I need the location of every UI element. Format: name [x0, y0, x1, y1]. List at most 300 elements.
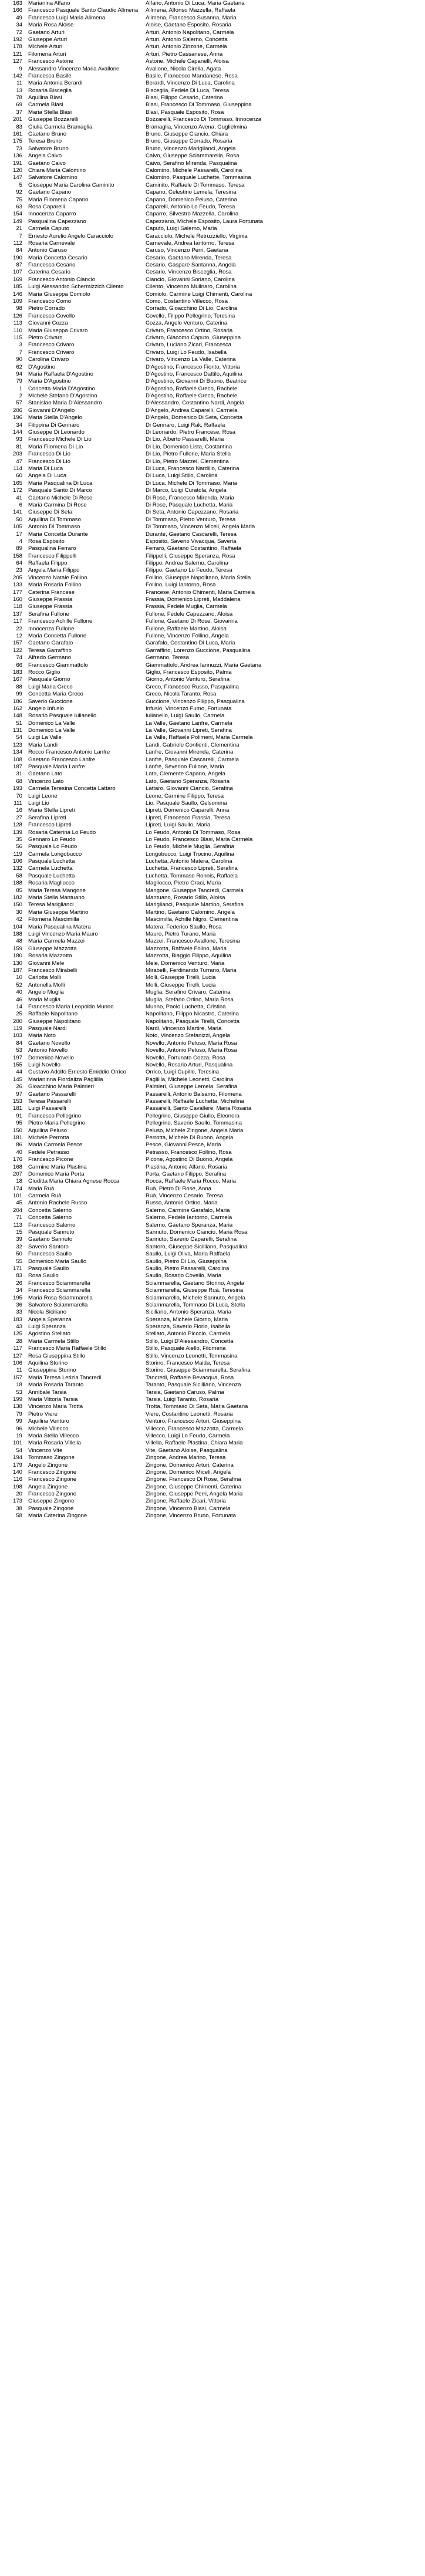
record-number: 201	[12, 116, 22, 123]
parentage: Di Luca, Francesco Nardillo, Caterina	[146, 465, 240, 472]
parentage: Mascimilla, Achille Nigro, Clementina	[146, 916, 238, 923]
person-name: Maria Stella Mantuano	[28, 894, 85, 902]
parentage: Tarsia, Luigi Taranto, Rosaria	[146, 1396, 219, 1403]
person-name: Maria Ruà	[28, 1185, 55, 1192]
person-name: Gaetano Caivo	[28, 160, 66, 167]
parentage: Longobucco, Luigi Trocino, Aquilina	[146, 850, 234, 857]
record-number: 171	[12, 1265, 22, 1272]
record-number: 55	[16, 1258, 22, 1265]
table-row	[0, 502, 425, 509]
record-number: 139	[12, 829, 22, 836]
parentage: Caputo, Luigi Salerno, Maria	[146, 225, 217, 232]
parentage: Muglia, Serafino Crivaro, Caterina	[146, 989, 231, 996]
table-row	[0, 793, 425, 800]
table-row	[0, 982, 425, 989]
record-number: 7	[19, 349, 22, 356]
table-row	[0, 575, 425, 582]
parentage: Caivo, Serafino Mirenda, Pasqualina	[146, 160, 237, 167]
parentage: Di Lio, Pietro Mazzei, Clementina	[146, 458, 229, 465]
record-number: 203	[12, 451, 22, 458]
table-row	[0, 102, 425, 109]
record-number: 174	[12, 1185, 22, 1192]
person-name: Luigi Lio	[28, 799, 49, 806]
person-name: Maria Rosa Aloise	[28, 22, 74, 29]
parentage: Zingone, Francesco Di Rose, Serafina	[146, 1476, 241, 1483]
parentage: Zingone, Raffaele Zicari, Vittoria	[146, 1498, 226, 1505]
person-name: Domenico La Valle	[28, 720, 75, 727]
table-row	[0, 1462, 425, 1469]
record-number: 149	[12, 218, 22, 225]
person-name: Carmela Luchetta	[28, 865, 73, 872]
parentage: Filippelli, Giuseppe Speranza, Rosa	[146, 552, 235, 559]
parentage: Lo Feudo, Michele Muglia, Serafina	[146, 843, 234, 850]
table-row	[0, 1389, 425, 1396]
table-row	[0, 247, 425, 254]
record-number: 165	[12, 480, 22, 487]
person-name: Saverio Guccione	[28, 698, 73, 705]
person-name: Antonio Caruso	[28, 247, 68, 254]
record-number: 181	[12, 1105, 22, 1112]
table-row	[0, 7, 425, 14]
table-row	[0, 749, 425, 756]
person-name: Pasquale Giorno	[28, 676, 70, 683]
parentage: Pesce, Giovanni Pesce, Maria	[146, 1142, 221, 1149]
person-name: Gaetano Sannuto	[28, 1236, 73, 1243]
record-number: 150	[12, 902, 22, 909]
person-name: Vincenzo Vite	[28, 1447, 63, 1454]
record-number: 185	[12, 283, 22, 291]
record-number: 123	[12, 741, 22, 748]
parentage: Zingone, Giuseppe Perri, Angela Maria	[146, 1491, 243, 1498]
parentage: Peluso, Michele Zingone, Angela Maria	[146, 1127, 244, 1134]
parentage: Villella, Raffaele Plastina, Chiara Maria	[146, 1440, 243, 1447]
record-number: 14	[16, 1003, 22, 1010]
record-number: 51	[16, 720, 22, 727]
person-name: Francesco Cesario	[28, 262, 76, 269]
table-row	[0, 116, 425, 123]
person-name: Maria Teresa Mangone	[28, 887, 86, 894]
record-number: 19	[16, 1432, 22, 1439]
person-name: Francesco Pasquale Santo Claudio Allmena	[28, 7, 139, 14]
record-number: 68	[16, 778, 22, 785]
parentage: Di Tommaso, Vincenzo Miceli, Angela Maria	[146, 524, 255, 531]
person-name: Maria Stella D'Angelo	[28, 414, 82, 421]
person-name: Rosaria Mazzotta	[28, 953, 72, 960]
record-number: 112	[13, 239, 22, 247]
table-row	[0, 36, 425, 43]
record-number: 13	[16, 87, 22, 94]
table-row	[0, 189, 425, 196]
record-number: 108	[12, 756, 22, 763]
person-name: Gioacchino Maria Palmieri	[28, 1083, 94, 1091]
record-number: 175	[12, 138, 22, 145]
table-row	[0, 1360, 425, 1367]
parentage: Frassia, Fedele Muglia, Carmela	[146, 603, 227, 610]
parentage: Novello, Fortunato Cozza, Rosa	[146, 1054, 225, 1061]
record-number: 32	[16, 1243, 22, 1250]
parentage: Magliocco, Pietro Graci, Maria	[146, 880, 221, 887]
table-row	[0, 1222, 425, 1229]
table-row	[0, 444, 425, 451]
table-row	[0, 1156, 425, 1163]
person-name: Francesco Astone	[28, 58, 73, 65]
parentage: D'Agostino, Giovanni Di Buono, Beatrice	[146, 378, 247, 385]
record-number: 41	[16, 494, 22, 501]
record-number: 150	[12, 1127, 22, 1134]
table-row	[0, 771, 425, 778]
record-number: 28	[16, 1338, 22, 1345]
table-row	[0, 1476, 425, 1483]
parentage: Mirabelli, Ferdinando Turrano, Maria	[146, 967, 237, 974]
record-number: 64	[16, 560, 22, 567]
record-number: 22	[16, 625, 22, 632]
record-number: 35	[16, 836, 22, 843]
table-row	[0, 386, 425, 393]
record-number: 15	[16, 1229, 22, 1236]
parentage: Salerno, Gaetano Speranza, Maria	[146, 1221, 233, 1228]
person-name: Concetta Salerno	[28, 1214, 72, 1221]
parentage: Sannuto, Saverio Caparelli, Serafina	[146, 1236, 237, 1243]
person-name: Maria Filomena Capano	[28, 196, 89, 203]
table-row	[0, 1411, 425, 1418]
table-row	[0, 1244, 425, 1251]
table-row	[0, 298, 425, 305]
table-row	[0, 240, 425, 247]
record-number: 119	[13, 1025, 22, 1032]
record-number: 155	[12, 1062, 22, 1069]
person-name: Francesco Sciammarella	[28, 1287, 90, 1294]
table-row	[0, 480, 425, 487]
table-row	[0, 1258, 425, 1265]
parentage: Blasi, Pasquale Esposito, Rosa	[146, 109, 224, 116]
table-row	[0, 647, 425, 654]
record-number: 1	[19, 385, 22, 392]
parentage: Nardi, Vincenzo Martire, Maria	[146, 1025, 222, 1032]
table-row	[0, 953, 425, 960]
parentage: Tancredi, Raffaele Bevacqua, Rosa	[146, 1374, 234, 1381]
record-number: 133	[12, 582, 22, 589]
person-name: Rosa Saullo	[28, 1272, 59, 1279]
parentage: Stellato, Antonio Piccolo, Carmela	[146, 1331, 231, 1338]
person-name: Maria Antonia Berardi	[28, 80, 83, 87]
table-row	[0, 465, 425, 472]
parentage: Guccione, Vincenzo Filippo, Pasqualina	[146, 698, 245, 705]
record-number: 74	[16, 654, 22, 661]
parentage: Ruà, Vincenzo Cesario, Teresa	[146, 1193, 223, 1200]
table-row	[0, 1375, 425, 1382]
parentage: Tarsia, Gaetano Caruso, Palma	[146, 1389, 224, 1396]
record-number: 26	[16, 1083, 22, 1091]
parentage: Garraffino, Lorenzo Guccione, Pasqualina	[146, 647, 251, 654]
person-name: Alfredo Germano	[28, 654, 72, 661]
person-name: Giuseppe Di Leonardo	[28, 429, 85, 436]
record-number: 2	[19, 393, 22, 400]
table-row	[0, 545, 425, 552]
record-number: 178	[12, 43, 22, 50]
table-row	[0, 73, 425, 80]
table-row	[0, 764, 425, 771]
record-number: 168	[12, 1163, 22, 1170]
table-row	[0, 472, 425, 480]
parentage: Caparelli, Antonio Lo Feudo, Teresa	[146, 203, 235, 210]
record-number: 26	[16, 1279, 22, 1287]
record-number: 116	[13, 1476, 22, 1483]
parentage: Follino, Luigi Iantorno, Rosa	[146, 582, 216, 589]
person-name: Francesco Zingone	[28, 1491, 77, 1498]
parentage: D'Alessandro, Costantino Nardi, Angela	[146, 400, 245, 407]
parentage: Covello, Filippo Pellegrino, Teresina	[146, 312, 235, 319]
record-number: 78	[16, 94, 22, 102]
parentage: Novello, Antonio Peluso, Maria Rosa	[146, 1039, 237, 1046]
parentage: Lo Feudo, Antonio Di Tommaso, Rosa	[146, 829, 241, 836]
parentage: La Valle, Gaetano Lanfre, Carmela	[146, 720, 232, 727]
record-number: 45	[16, 1200, 22, 1207]
person-name: Giovanni D'Angelo	[28, 407, 75, 414]
parentage: Di Seta, Antonio Capezzano, Rosaria	[146, 509, 239, 516]
table-row	[0, 931, 425, 938]
person-name: Giuseppe Frassia	[28, 596, 73, 603]
person-name: Rocco Francesco Antonio Lanfre	[28, 749, 110, 756]
record-number: 94	[16, 370, 22, 377]
person-name: Caterina Cesario	[28, 269, 70, 276]
table-row	[0, 1484, 425, 1491]
person-name: Maria Vittoria Tarsia	[28, 1396, 78, 1403]
record-number: 88	[16, 683, 22, 690]
person-name: Concetta Salerno	[28, 1207, 72, 1214]
parentage: Fullone, Fedele Capezzano, Aloisa	[146, 610, 233, 617]
record-number: 6	[19, 501, 22, 508]
table-row	[0, 233, 425, 240]
table-row	[0, 1287, 425, 1294]
table-row	[0, 1229, 425, 1236]
table-row	[0, 1214, 425, 1221]
parentage: Perrotta, Michele Di Buono, Angela	[146, 1134, 234, 1141]
person-name: Maria Pasqualina Di Luca	[28, 480, 93, 487]
table-row	[0, 66, 425, 73]
parentage: Salerno, Carmine Garafalo, Maria	[146, 1207, 230, 1214]
person-name: Pasquale Saullo	[28, 1265, 69, 1272]
person-name: Serafina Fullone	[28, 610, 69, 617]
record-number: 140	[12, 1468, 22, 1476]
table-row	[0, 1069, 425, 1076]
table-row	[0, 283, 425, 291]
parentage: Cesario, Gaspare Santanna, Angela	[146, 262, 236, 269]
table-row	[0, 1200, 425, 1207]
parentage: Filippo, Andrea Salerno, Carolina	[146, 560, 228, 567]
record-number: 105	[12, 524, 22, 531]
person-name: Antonio Novello	[28, 1047, 68, 1054]
parentage: Ferraro, Gaetano Costantino, Raffaela	[146, 545, 242, 552]
parentage: Petrasso, Francesco Follino, Rosa	[146, 1149, 232, 1156]
parentage: Follino, Giuseppe Napolitano, Maria Stella	[146, 574, 251, 581]
person-name: Rosa Giuseppina Stillo	[28, 1352, 86, 1359]
parentage: Lanfre, Pasquale Cascarelli, Carmela	[146, 756, 239, 763]
person-name: Innocenza Caparro	[28, 211, 76, 218]
parentage: Fullone, Gaetano Di Rose, Giovanna	[146, 618, 238, 625]
person-name: Domenico La Valle	[28, 727, 75, 734]
parentage: Aloise, Gaetano Esposito, Rosaria	[146, 22, 232, 29]
parentage: Capano, Domenico Peluso, Caterina	[146, 196, 237, 203]
record-number: 90	[16, 356, 22, 363]
table-row	[0, 1055, 425, 1062]
table-row	[0, 1280, 425, 1287]
table-row	[0, 1418, 425, 1425]
parentage: Calomino, Pasquale Luchette, Tommasina	[146, 174, 251, 181]
person-name: Pasqualina Capezzano	[28, 218, 86, 225]
person-name: Francesco Achille Fullone	[28, 618, 93, 625]
table-row	[0, 974, 425, 981]
parentage: Bozzarelli, Francesco Di Tommaso, Innocenza	[146, 116, 262, 123]
record-number: 92	[16, 189, 22, 196]
parentage: Saullo, Rosario Covello, Maria	[146, 1272, 222, 1279]
record-number: 62	[16, 363, 22, 370]
table-row	[0, 15, 425, 22]
table-row	[0, 262, 425, 269]
table-row	[0, 109, 425, 116]
table-row	[0, 342, 425, 349]
person-name: Antonella Molli	[28, 981, 65, 988]
person-name: Francesco Maria Leopoldo Munno	[28, 1003, 114, 1010]
table-row	[0, 713, 425, 720]
parentage: Speranza, Michele Giorno, Maria	[146, 1316, 228, 1323]
record-number: 83	[16, 1272, 22, 1279]
table-row	[0, 320, 425, 327]
person-name: Gaetano Arturi	[28, 29, 65, 36]
person-name: Maria Rosa Sciammarella	[28, 1294, 93, 1301]
table-row	[0, 1498, 425, 1505]
parentage: Cilento, Vincenzo Mullnaro, Carolina	[146, 283, 237, 291]
person-name: Pasquale Zingone	[28, 1505, 74, 1512]
person-name: Pasquale Santo Di Marco	[28, 487, 92, 494]
person-name: Francesco Crivaro	[28, 342, 75, 349]
record-number: 69	[16, 102, 22, 109]
record-number: 132	[12, 865, 22, 872]
person-name: Angelo Muglia	[28, 989, 64, 996]
table-row	[0, 538, 425, 545]
person-name: Chiara Maria Calomino	[28, 167, 86, 174]
person-name: Maria Giuseppa Martino	[28, 909, 89, 916]
person-name: Luigi Leone	[28, 792, 58, 799]
person-name: Francesco Sciammarella	[28, 1279, 90, 1287]
person-name: Luigi Passarelli	[28, 1105, 66, 1112]
table-row	[0, 1018, 425, 1025]
table-row	[0, 1120, 425, 1127]
parentage: Orrico, Luigi Cupillo, Teresina	[146, 1069, 220, 1076]
person-name: Aquilina Storino	[28, 1360, 68, 1367]
record-number: 183	[12, 669, 22, 676]
parentage: Francese, Antonio Chimenti, Maria Carmela	[146, 589, 255, 596]
table-row	[0, 633, 425, 640]
record-number: 144	[12, 429, 22, 436]
record-number: 70	[16, 792, 22, 799]
record-number: 206	[12, 407, 22, 414]
person-name: Marianina Alfano	[28, 0, 70, 6]
parentage: Como, Costantino Villecco, Rosa	[146, 298, 228, 305]
table-row	[0, 276, 425, 283]
table-row	[0, 1433, 425, 1440]
parentage: Germano, Teresa	[146, 654, 189, 661]
table-row	[0, 815, 425, 822]
parentage: Luchetta, Antonio Matera, Carolina	[146, 858, 232, 865]
record-number: 30	[16, 909, 22, 916]
table-row	[0, 87, 425, 94]
person-name: Rosaria Magliocco	[28, 880, 75, 887]
record-number: 87	[16, 262, 22, 269]
person-name: Antonio Di Tommaso	[28, 524, 80, 531]
person-name: Francesco Zingone	[28, 1468, 77, 1476]
table-row	[0, 1316, 425, 1324]
person-name: Concetta Maria Greco	[28, 691, 83, 698]
table-row	[0, 582, 425, 589]
parentage: Basile, Francesco Mandanese, Rosa	[146, 72, 238, 79]
parentage: Di Lio, Domenico Lista, Costantina	[146, 443, 232, 450]
parentage: Comiolo, Carmine Luigi Chimenti, Carolina	[146, 291, 252, 298]
record-number: 146	[12, 291, 22, 298]
person-name: Maria Muglia	[28, 996, 60, 1003]
table-row	[0, 255, 425, 262]
record-number: 106	[12, 858, 22, 865]
parentage: Arturi, Antonio Napolitano, Carmela	[146, 29, 234, 36]
record-number: 181	[12, 1134, 22, 1141]
table-row	[0, 22, 425, 29]
record-number: 34	[16, 421, 22, 428]
table-row	[0, 567, 425, 574]
parentage: Arturi, Antonio Salerno, Concetta	[146, 36, 228, 43]
table-row	[0, 124, 425, 131]
person-name: Maria Carmina Di Rose	[28, 501, 87, 508]
person-name: Annibale Tarsia	[28, 1389, 67, 1396]
parentage: Bruno, Vincenzo Mariglianci, Angela	[146, 145, 236, 152]
table-row	[0, 1505, 425, 1512]
table-row	[0, 407, 425, 414]
person-name: Gaetano Francesco Lanfre	[28, 756, 96, 763]
parentage: D'Agostino, Raffaele Greco, Rachele	[146, 385, 238, 392]
person-name: Tommaso Zingone	[28, 1454, 75, 1461]
record-number: 86	[16, 1142, 22, 1149]
person-name: Saverio Santoro	[28, 1243, 69, 1250]
table-row	[0, 1251, 425, 1258]
parentage: Greco, Nicola Taranto, Rosa	[146, 691, 217, 698]
record-number: 9	[19, 65, 22, 72]
person-name: Giuseppe Napolitano	[28, 1018, 81, 1025]
record-number: 71	[16, 1214, 22, 1221]
person-name: Giuseppe Bozzarelli	[28, 116, 79, 123]
person-name: Ernesto Aurelio Angelo Caracciolo	[28, 232, 114, 239]
table-row	[0, 1135, 425, 1142]
person-name: Maria Carmela Stillo	[28, 1338, 79, 1345]
table-row	[0, 1295, 425, 1302]
record-number: 53	[16, 1047, 22, 1054]
person-name: Raffaela Filippo	[28, 560, 68, 567]
record-number: 58	[16, 1512, 22, 1520]
person-name: Rosa Esposito	[28, 538, 65, 545]
person-name: Giuseppe Maria Carolina Caminito	[28, 181, 114, 188]
parentage: Pagliilla, Michele Leonetti, Carolina	[146, 1076, 234, 1083]
table-row	[0, 174, 425, 181]
table-row	[0, 1113, 425, 1120]
record-number: 47	[16, 458, 22, 465]
table-row	[0, 51, 425, 58]
record-number: 141	[12, 509, 22, 516]
parentage: Salerno, Fedele Iantorno, Carmela	[146, 1214, 232, 1221]
parentage: La Valle, Raffaele Polimeni, Maria Carmela	[146, 734, 253, 741]
table-row	[0, 1149, 425, 1156]
record-number: 12	[16, 632, 22, 639]
table-row	[0, 1324, 425, 1331]
person-name: Luigi Speranza	[28, 1324, 66, 1331]
record-number: 53	[16, 1389, 22, 1396]
record-number: 179	[12, 1461, 22, 1468]
